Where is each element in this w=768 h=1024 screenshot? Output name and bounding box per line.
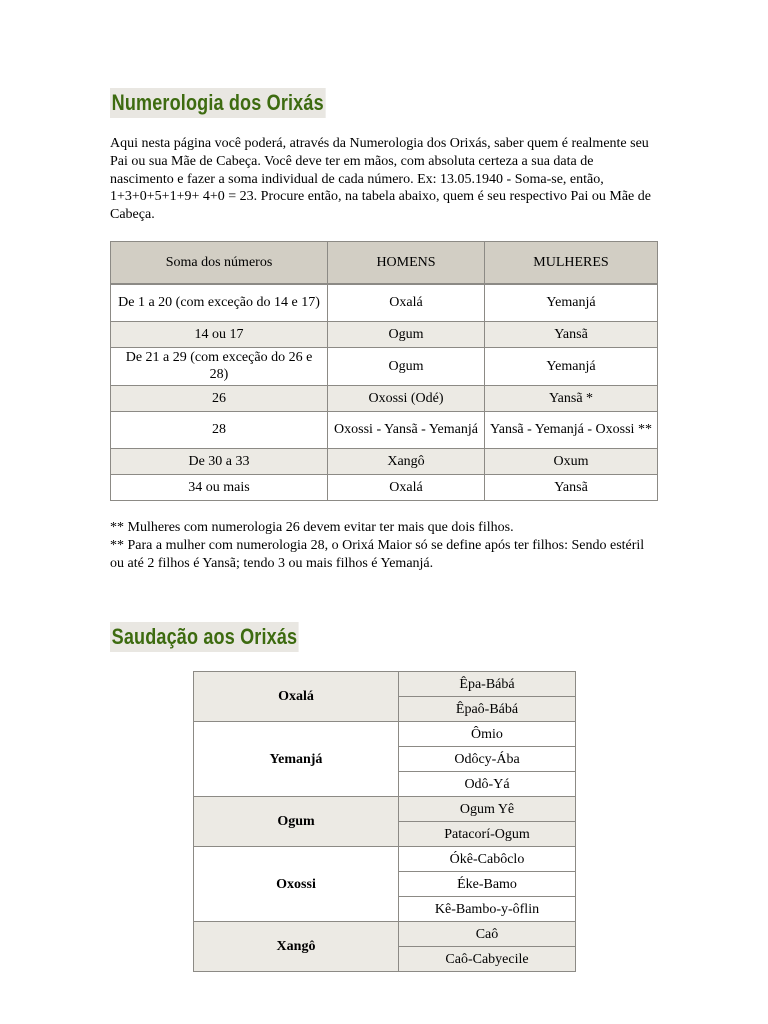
saudacao-cell: Ogum Yê (399, 797, 576, 822)
saudacao-cell: Kê-Bambo-y-ôflin (399, 897, 576, 922)
saudacao-cell: Patacorí-Ogum (399, 822, 576, 847)
saudacao-cell: Ókê-Cabôclo (399, 847, 576, 872)
table-row (111, 448, 658, 474)
saudacao-table (193, 671, 576, 972)
table-row (194, 722, 576, 747)
cell-homens: Oxalá (328, 284, 485, 321)
cell-mulheres: Oxum (485, 448, 658, 474)
cell-soma: 26 (111, 385, 328, 411)
orixa-name: Xangô (194, 922, 399, 972)
saudacao-cell: Éke-Bamo (399, 872, 576, 897)
cell-soma: De 1 a 20 (com exceção do 14 e 17) (111, 284, 328, 321)
cell-homens: Ogum (328, 347, 485, 385)
saudacao-cell: Odô-Yá (399, 772, 576, 797)
orixa-name: Oxalá (194, 672, 399, 722)
cell-mulheres: Yansã - Yemanjá - Oxossi ** (485, 411, 658, 448)
saudacao-cell: Ômio (399, 722, 576, 747)
cell-soma: De 30 a 33 (111, 448, 328, 474)
header-soma: Soma dos números (111, 242, 328, 285)
cell-mulheres: Yansã (485, 474, 658, 500)
saudacao-cell: Êpa-Bábá (399, 672, 576, 697)
section-title-numerologia: Numerologia dos Orixás (110, 88, 325, 118)
intro-paragraph: Aqui nesta página você poderá, através da Numerologia dos Orixás, saber quem é realmente seu Pai ou sua Mãe de Cabeça. Você deve ter em mãos, com absoluta certeza a sua data de nascimento e fazer a soma individual de cada número. Ex: 13.05.1940 - Soma-se, então, 1+3+0+5+1+9+ 4+0 = 23. Procure então, na tabela abaixo, quem é seu respectivo Pai ou Mãe de Cabeça. (110, 136, 651, 223)
cell-homens: Oxossi (Odé) (328, 385, 485, 411)
saudacao-cell: Caô-Cabyecile (399, 947, 576, 972)
numerology-table (110, 241, 658, 501)
table-row (111, 347, 658, 385)
table-row (194, 847, 576, 872)
cell-mulheres: Yansã * (485, 385, 658, 411)
footnote-28: ** Para a mulher com numerologia 28, o Orixá Maior só se define após ter filhos: Sendo estéril ou até 2 filhos é Yansã; tendo 3 ou mais filhos é Yemanjá. (110, 537, 645, 571)
orixa-name: Oxossi (194, 847, 399, 922)
table-row (111, 284, 658, 321)
orixa-name: Ogum (194, 797, 399, 847)
cell-soma: 34 ou mais (111, 474, 328, 500)
table-header-row (111, 242, 658, 285)
cell-mulheres: Yemanjá (485, 347, 658, 385)
cell-homens: Oxalá (328, 474, 485, 500)
cell-homens: Ogum (328, 321, 485, 347)
table-row (194, 672, 576, 697)
cell-mulheres: Yansã (485, 321, 658, 347)
table-row (194, 922, 576, 947)
saudacao-cell: Êpaô-Bábá (399, 697, 576, 722)
cell-soma: 28 (111, 411, 328, 448)
header-mulheres: MULHERES (485, 242, 658, 285)
table-row (111, 474, 658, 500)
section-title-saudacao: Saudação aos Orixás (110, 622, 299, 652)
table-row (194, 797, 576, 822)
cell-mulheres: Yemanjá (485, 284, 658, 321)
cell-homens: Xangô (328, 448, 485, 474)
table-row (111, 321, 658, 347)
cell-homens: Oxossi - Yansã - Yemanjá (328, 411, 485, 448)
table-row (111, 385, 658, 411)
footnotes (110, 519, 658, 572)
saudacao-cell: Odôcy-Ába (399, 747, 576, 772)
cell-soma: 14 ou 17 (111, 321, 328, 347)
saudacao-cell: Caô (399, 922, 576, 947)
header-homens: HOMENS (328, 242, 485, 285)
footnote-26: ** Mulheres com numerologia 26 devem evitar ter mais que dois filhos. (110, 520, 514, 535)
table-row (111, 411, 658, 448)
orixa-name: Yemanjá (194, 722, 399, 797)
cell-soma: De 21 a 29 (com exceção do 26 e 28) (111, 347, 328, 385)
